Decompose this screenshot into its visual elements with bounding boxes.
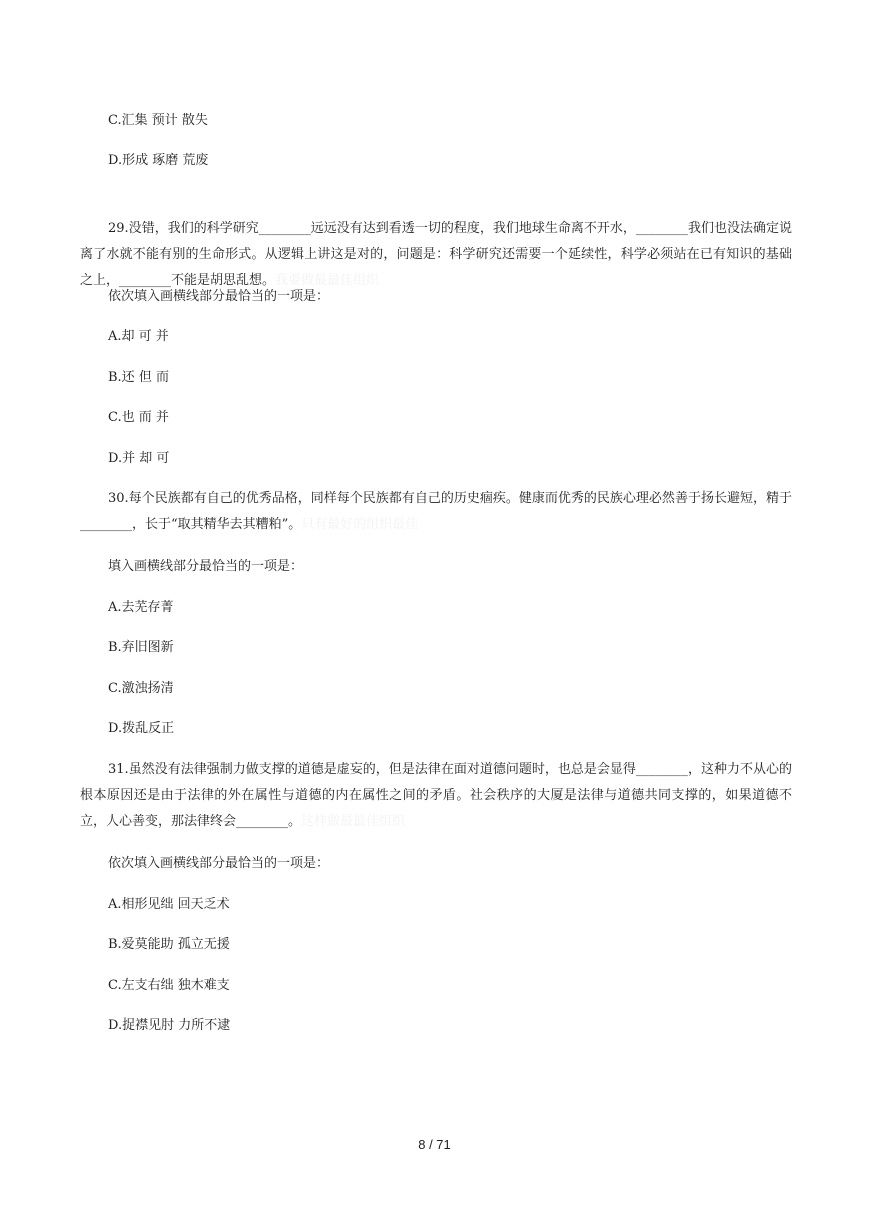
page-number: 8 / 71: [418, 1137, 451, 1152]
q29-option-c: C.也 而 并: [108, 410, 169, 425]
q31-instruction: 依次填入画横线部分最恰当的一项是：: [108, 856, 330, 871]
q29-option-d: D.并 却 可: [108, 451, 170, 466]
q30-option-b: B.弃旧图新: [108, 640, 174, 655]
q30-option-a: A.去芜存菁: [108, 600, 174, 615]
q28-option-c: C.汇集 预计 散失: [108, 113, 208, 128]
q29-instruction: 依次填入画横线部分最恰当的一项是：: [108, 289, 330, 304]
q29-option-a: A.却 可 并: [108, 329, 169, 344]
q31-watermark: 这样做最最佳组织: [301, 814, 406, 829]
q29-watermark: 我要做最最佳组织: [275, 273, 380, 288]
q30-option-d: D.拨乱反正: [108, 721, 175, 736]
q29-stem: [80, 216, 792, 294]
q31-option-c: C.左支右绌 独木难支: [108, 978, 230, 993]
q30-watermark: 只有最好的组织最佳: [301, 517, 419, 532]
q30-stem: [80, 486, 792, 538]
q31-option-b: B.爱莫能助 孤立无援: [108, 937, 230, 952]
q31-stem-text: 31.虽然没有法律强制力做支撑的道德是虚妄的，但是法律在面对道德问题时，也总是会显得________，这种力不从心的根本原因还是由于法律的外在属性与道德的内在属性之间的矛盾。社会秩序的大厦是法律与道德共同支撑的，如果道德不立，人心善变，那法律终会________。: [80, 762, 792, 829]
q28-option-d: D.形成 琢磨 荒废: [108, 153, 209, 168]
q31-stem: [80, 757, 792, 835]
q29-stem-text: 29.没错，我们的科学研究________远远没有达到看透一切的程度，我们地球生命离不开水，________我们也没法确定说离了水就不能有别的生命形式。从逻辑上讲这是对的，问题是：科学研究还需要一个延续性，科学必须站在已有知识的基础之上，________不能是胡思乱想。: [80, 221, 792, 288]
q31-option-d: D.捉襟见肘 力所不逮: [108, 1018, 231, 1033]
q31-option-a: A.相形见绌 回天乏术: [108, 897, 230, 912]
q30-option-c: C.激浊扬清: [108, 681, 174, 696]
q30-stem-text: 30.每个民族都有自己的优秀品格，同样每个民族都有自己的历史痼疾。健康而优秀的民族心理必然善于扬长避短，精于________，长于“取其精华去其糟粕”。: [80, 491, 792, 532]
q30-instruction: 填入画横线部分最恰当的一项是：: [108, 559, 304, 574]
q29-option-b: B.还 但 而: [108, 370, 169, 385]
